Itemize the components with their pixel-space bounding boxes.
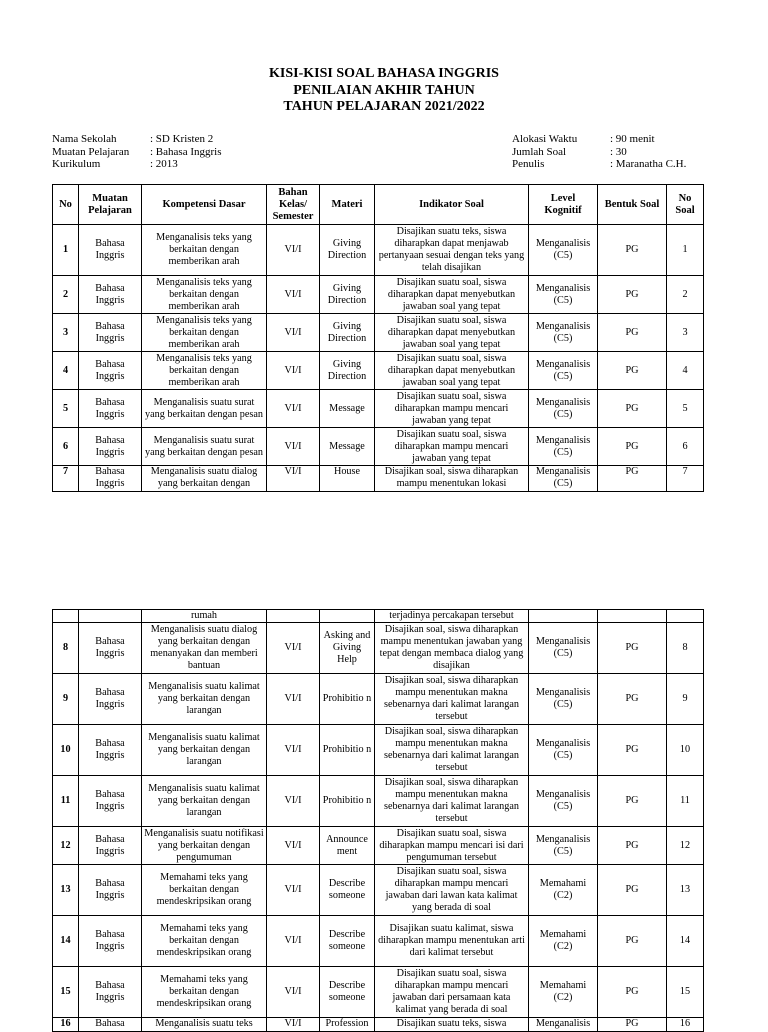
cell-grade-semester <box>267 610 320 623</box>
cell-subject: Bahasa Inggris <box>79 225 142 276</box>
cell-grade-semester: VI/I <box>267 865 320 916</box>
cell-no: 4 <box>53 352 79 390</box>
table-row <box>53 827 704 865</box>
cell-no: 10 <box>53 725 79 776</box>
cell-question-type: PG <box>598 865 667 916</box>
cell-grade-semester: VI/I <box>267 967 320 1018</box>
cell-question-number: 14 <box>667 916 704 967</box>
cell-cognitive-level <box>529 610 598 623</box>
cell-topic <box>320 610 375 623</box>
cell-indicator: Disajikan soal, siswa diharapkan mampu menentukan makna sebenarnya dari kalimat larangan tersebut <box>375 674 529 725</box>
cell-topic: Message <box>320 428 375 466</box>
cell-cognitive-level: Menganalisis (C5) <box>529 352 598 390</box>
cell-competency: Menganalisis suatu dialog yang berkaitan dengan menanyakan dan memberi bantuan <box>142 623 267 674</box>
cell-cognitive-level: Menganalisis (C5) <box>529 674 598 725</box>
cell-question-type: PG <box>598 967 667 1018</box>
cell-no: 3 <box>53 314 79 352</box>
header-question-type: Bentuk Soal <box>598 185 667 225</box>
cell-question-number: 5 <box>667 390 704 428</box>
cell-cognitive-level: Menganalisis (C5) <box>529 314 598 352</box>
cell-subject: Bahasa Inggris <box>79 390 142 428</box>
cell-indicator: Disajikan suatu soal, siswa diharapkan mampu mencari jawaban yang tepat <box>375 428 529 466</box>
cell-topic: Describe someone <box>320 916 375 967</box>
cell-competency: Menganalisis suatu surat yang berkaitan dengan pesan <box>142 428 267 466</box>
cell-grade-semester: VI/I <box>267 225 320 276</box>
cell-no: 6 <box>53 428 79 466</box>
table-row <box>53 466 704 492</box>
title-line-2: PENILAIAN AKHIR TAHUN <box>293 82 475 98</box>
cell-competency: Menganalisis suatu notifikasi yang berkaitan dengan pengumuman <box>142 827 267 865</box>
cell-topic: Giving Direction <box>320 314 375 352</box>
cell-competency: Menganalisis teks yang berkaitan dengan memberikan arah <box>142 276 267 314</box>
cell-indicator: Disajikan soal, siswa diharapkan mampu menentukan jawaban yang tepat dengan membaca dialog yang disajikan <box>375 623 529 674</box>
cell-subject: Bahasa Inggris <box>79 428 142 466</box>
cell-topic: Describe someone <box>320 865 375 916</box>
cell-question-number: 1 <box>667 225 704 276</box>
table-body <box>53 610 704 1032</box>
cell-cognitive-level: Menganalisis (C5) <box>529 776 598 827</box>
cell-question-number: 7 <box>667 466 704 492</box>
info-label: Penulis <box>512 158 545 170</box>
cell-subject <box>79 610 142 623</box>
cell-topic: Prohibitio n <box>320 674 375 725</box>
table-row <box>53 865 704 916</box>
cell-subject: Bahasa Inggris <box>79 916 142 967</box>
table-row <box>53 225 704 276</box>
cell-question-number: 12 <box>667 827 704 865</box>
cell-subject: Bahasa Inggris <box>79 314 142 352</box>
cell-cognitive-level: Menganalisis (C5) <box>529 623 598 674</box>
cell-question-type: PG <box>598 776 667 827</box>
cell-question-type: PG <box>598 1018 667 1032</box>
table-row <box>53 776 704 827</box>
info-label: Kurikulum <box>52 158 101 170</box>
cell-question-type <box>598 610 667 623</box>
cell-indicator: Disajikan suatu kalimat, siswa diharapkan mampu menentukan arti dari kalimat tersebut <box>375 916 529 967</box>
table-row <box>53 1018 704 1032</box>
cell-cognitive-level: Menganalisis (C5) <box>529 225 598 276</box>
cell-indicator: Disajikan suatu soal, siswa diharapkan mampu mencari jawaban dari persamaan kata kalimat yang berada di soal <box>375 967 529 1018</box>
cell-topic: Describe someone <box>320 967 375 1018</box>
cell-subject: Bahasa <box>79 1018 142 1032</box>
header-competency: Kompetensi Dasar <box>142 185 267 225</box>
info-value: : 90 menit <box>610 133 655 145</box>
table-row <box>53 390 704 428</box>
cell-competency: Menganalisis suatu kalimat yang berkaitan dengan larangan <box>142 674 267 725</box>
cell-grade-semester: VI/I <box>267 776 320 827</box>
cell-indicator: Disajikan suatu soal, siswa diharapkan mampu mencari isi dari pengumuman tersebut <box>375 827 529 865</box>
cell-question-type: PG <box>598 466 667 492</box>
continuation-row <box>53 610 704 623</box>
cell-subject: Bahasa Inggris <box>79 276 142 314</box>
header-grade-semester: Bahan Kelas/ Semester <box>267 185 320 225</box>
cell-competency: Menganalisis suatu dialog yang berkaitan dengan <box>142 466 267 492</box>
cell-grade-semester: VI/I <box>267 916 320 967</box>
cell-question-number: 16 <box>667 1018 704 1032</box>
info-row-time <box>512 133 686 146</box>
cell-question-type: PG <box>598 916 667 967</box>
info-row-school <box>52 133 221 146</box>
cell-no: 9 <box>53 674 79 725</box>
cell-question-number: 2 <box>667 276 704 314</box>
table-row <box>53 352 704 390</box>
header-no: No <box>53 185 79 225</box>
cell-topic: Announce ment <box>320 827 375 865</box>
cell-subject: Bahasa Inggris <box>79 776 142 827</box>
cell-subject: Bahasa Inggris <box>79 725 142 776</box>
cell-grade-semester: VI/I <box>267 827 320 865</box>
cell-question-type: PG <box>598 674 667 725</box>
cell-question-type: PG <box>598 428 667 466</box>
table-row <box>53 623 704 674</box>
cell-indicator: terjadinya percakapan tersebut <box>375 610 529 623</box>
header-cognitive-level: Level Kognitif <box>529 185 598 225</box>
cell-indicator: Disajikan soal, siswa diharapkan mampu menentukan lokasi <box>375 466 529 492</box>
cell-question-type: PG <box>598 314 667 352</box>
title-line-1: KISI-KISI SOAL BAHASA INGGRIS <box>269 66 499 81</box>
cell-competency: Menganalisis teks yang berkaitan dengan memberikan arah <box>142 352 267 390</box>
cell-no: 14 <box>53 916 79 967</box>
cell-competency: rumah <box>142 610 267 623</box>
cell-subject: Bahasa Inggris <box>79 352 142 390</box>
info-value: : Bahasa Inggris <box>150 145 222 158</box>
cell-question-number: 13 <box>667 865 704 916</box>
info-row-curriculum <box>52 158 221 171</box>
info-row-author <box>512 158 686 171</box>
cell-indicator: Disajikan suatu teks, siswa <box>375 1018 529 1032</box>
cell-question-type: PG <box>598 623 667 674</box>
cell-subject: Bahasa Inggris <box>79 827 142 865</box>
header-row <box>53 185 704 225</box>
cell-no: 8 <box>53 623 79 674</box>
header-indicator: Indikator Soal <box>375 185 529 225</box>
title-line-3: TAHUN PELAJARAN 2021/2022 <box>283 99 485 114</box>
cell-competency: Menganalisis suatu kalimat yang berkaitan dengan larangan <box>142 725 267 776</box>
header-subject: Muatan Pelajaran <box>79 185 142 225</box>
cell-topic: Asking and Giving Help <box>320 623 375 674</box>
cell-topic: Giving Direction <box>320 276 375 314</box>
cell-grade-semester: VI/I <box>267 352 320 390</box>
table-body <box>53 225 704 492</box>
cell-question-type: PG <box>598 225 667 276</box>
cell-grade-semester: VI/I <box>267 674 320 725</box>
cell-question-number: 6 <box>667 428 704 466</box>
cell-competency: Menganalisis teks yang berkaitan dengan memberikan arah <box>142 314 267 352</box>
school-info <box>52 133 221 171</box>
cell-question-type: PG <box>598 352 667 390</box>
cell-question-number: 11 <box>667 776 704 827</box>
cell-competency: Memahami teks yang berkaitan dengan mendeskripsikan orang <box>142 967 267 1018</box>
cell-no: 13 <box>53 865 79 916</box>
cell-topic: Profession <box>320 1018 375 1032</box>
cell-no: 12 <box>53 827 79 865</box>
cell-indicator: Disajikan suatu soal, siswa diharapkan dapat menyebutkan jawaban soal yang tepat <box>375 352 529 390</box>
cell-no: 15 <box>53 967 79 1018</box>
cell-grade-semester: VI/I <box>267 314 320 352</box>
cell-grade-semester: VI/I <box>267 276 320 314</box>
info-value: : 2013 <box>150 158 178 170</box>
cell-competency: Menganalisis suatu surat yang berkaitan dengan pesan <box>142 390 267 428</box>
cell-cognitive-level: Menganalisis (C5) <box>529 827 598 865</box>
cell-subject: Bahasa Inggris <box>79 623 142 674</box>
cell-topic: Prohibitio n <box>320 725 375 776</box>
cell-question-type: PG <box>598 390 667 428</box>
cell-question-number <box>667 610 704 623</box>
cell-subject: Bahasa Inggris <box>79 865 142 916</box>
cell-question-type: PG <box>598 276 667 314</box>
grid-table-page-2 <box>52 609 704 1032</box>
table-row <box>53 674 704 725</box>
cell-no: 7 <box>53 466 79 492</box>
cell-competency: Memahami teks yang berkaitan dengan mendeskripsikan orang <box>142 916 267 967</box>
cell-cognitive-level: Memahami (C2) <box>529 967 598 1018</box>
cell-indicator: Disajikan soal, siswa diharapkan mampu menentukan makna sebenarnya dari kalimat larangan tersebut <box>375 776 529 827</box>
table-row <box>53 967 704 1018</box>
cell-indicator: Disajikan soal, siswa diharapkan mampu menentukan makna sebenarnya dari kalimat larangan tersebut <box>375 725 529 776</box>
info-label: Muatan Pelajaran <box>52 145 130 158</box>
cell-subject: Bahasa Inggris <box>79 967 142 1018</box>
cell-topic: Message <box>320 390 375 428</box>
cell-question-number: 4 <box>667 352 704 390</box>
info-value: : Maranatha C.H. <box>610 158 687 170</box>
cell-topic: House <box>320 466 375 492</box>
table-row <box>53 725 704 776</box>
cell-grade-semester: VI/I <box>267 1018 320 1032</box>
cell-topic: Prohibitio n <box>320 776 375 827</box>
cell-competency: Menganalisis teks yang berkaitan dengan memberikan arah <box>142 225 267 276</box>
cell-cognitive-level: Menganalisis (C5) <box>529 725 598 776</box>
cell-no: 1 <box>53 225 79 276</box>
cell-competency: Memahami teks yang berkaitan dengan mendeskripsikan orang <box>142 865 267 916</box>
header-topic: Materi <box>320 185 375 225</box>
info-label: Alokasi Waktu <box>512 133 578 145</box>
cell-indicator: Disajikan suatu soal, siswa diharapkan mampu mencari jawaban yang tepat <box>375 390 529 428</box>
table-row <box>53 276 704 314</box>
cell-topic: Giving Direction <box>320 225 375 276</box>
cell-cognitive-level: Menganalisis (C5) <box>529 390 598 428</box>
cell-grade-semester: VI/I <box>267 390 320 428</box>
cell-grade-semester: VI/I <box>267 466 320 492</box>
cell-question-number: 9 <box>667 674 704 725</box>
table-row <box>53 314 704 352</box>
info-value: : SD Kristen 2 <box>150 133 214 145</box>
cell-grade-semester: VI/I <box>267 623 320 674</box>
cell-cognitive-level: Memahami (C2) <box>529 916 598 967</box>
table-header <box>53 185 704 225</box>
cell-cognitive-level: Menganalisis (C5) <box>529 466 598 492</box>
document-title <box>0 66 768 116</box>
cell-cognitive-level: Menganalisis (C5) <box>529 428 598 466</box>
cell-subject: Bahasa Inggris <box>79 674 142 725</box>
info-label: Jumlah Soal <box>512 145 567 158</box>
cell-indicator: Disajikan suatu soal, siswa diharapkan dapat menyebutkan jawaban soal yang tepat <box>375 314 529 352</box>
cell-indicator: Disajikan suatu teks, siswa diharapkan dapat menjawab pertanyaan sesuai dengan teks yang telah disajikan <box>375 225 529 276</box>
grid-table-page-1 <box>52 184 704 492</box>
cell-question-type: PG <box>598 725 667 776</box>
header-question-number: No Soal <box>667 185 704 225</box>
cell-indicator: Disajikan suatu soal, siswa diharapkan dapat menyebutkan jawaban soal yang tepat <box>375 276 529 314</box>
cell-grade-semester: VI/I <box>267 725 320 776</box>
cell-no: 5 <box>53 390 79 428</box>
cell-cognitive-level: Memahami (C2) <box>529 865 598 916</box>
table-row <box>53 916 704 967</box>
info-label: Nama Sekolah <box>52 133 117 145</box>
cell-question-number: 15 <box>667 967 704 1018</box>
cell-competency: Menganalisis suatu teks <box>142 1018 267 1032</box>
cell-indicator: Disajikan suatu soal, siswa diharapkan mampu mencari jawaban dari lawan kata kalimat yang berada di soal <box>375 865 529 916</box>
cell-cognitive-level: Menganalisis (C5) <box>529 276 598 314</box>
cell-subject: Bahasa Inggris <box>79 466 142 492</box>
cell-grade-semester: VI/I <box>267 428 320 466</box>
cell-question-number: 10 <box>667 725 704 776</box>
cell-no: 11 <box>53 776 79 827</box>
info-row-subject <box>52 146 221 159</box>
cell-question-type: PG <box>598 827 667 865</box>
cell-no: 16 <box>53 1018 79 1032</box>
cell-no: 2 <box>53 276 79 314</box>
info-value: : 30 <box>610 145 627 158</box>
info-row-count <box>512 146 686 159</box>
cell-question-number: 3 <box>667 314 704 352</box>
cell-no <box>53 610 79 623</box>
cell-competency: Menganalisis suatu kalimat yang berkaitan dengan larangan <box>142 776 267 827</box>
cell-cognitive-level: Menganalisis <box>529 1018 598 1032</box>
exam-info <box>512 133 686 171</box>
table-row <box>53 428 704 466</box>
cell-question-number: 8 <box>667 623 704 674</box>
cell-topic: Giving Direction <box>320 352 375 390</box>
